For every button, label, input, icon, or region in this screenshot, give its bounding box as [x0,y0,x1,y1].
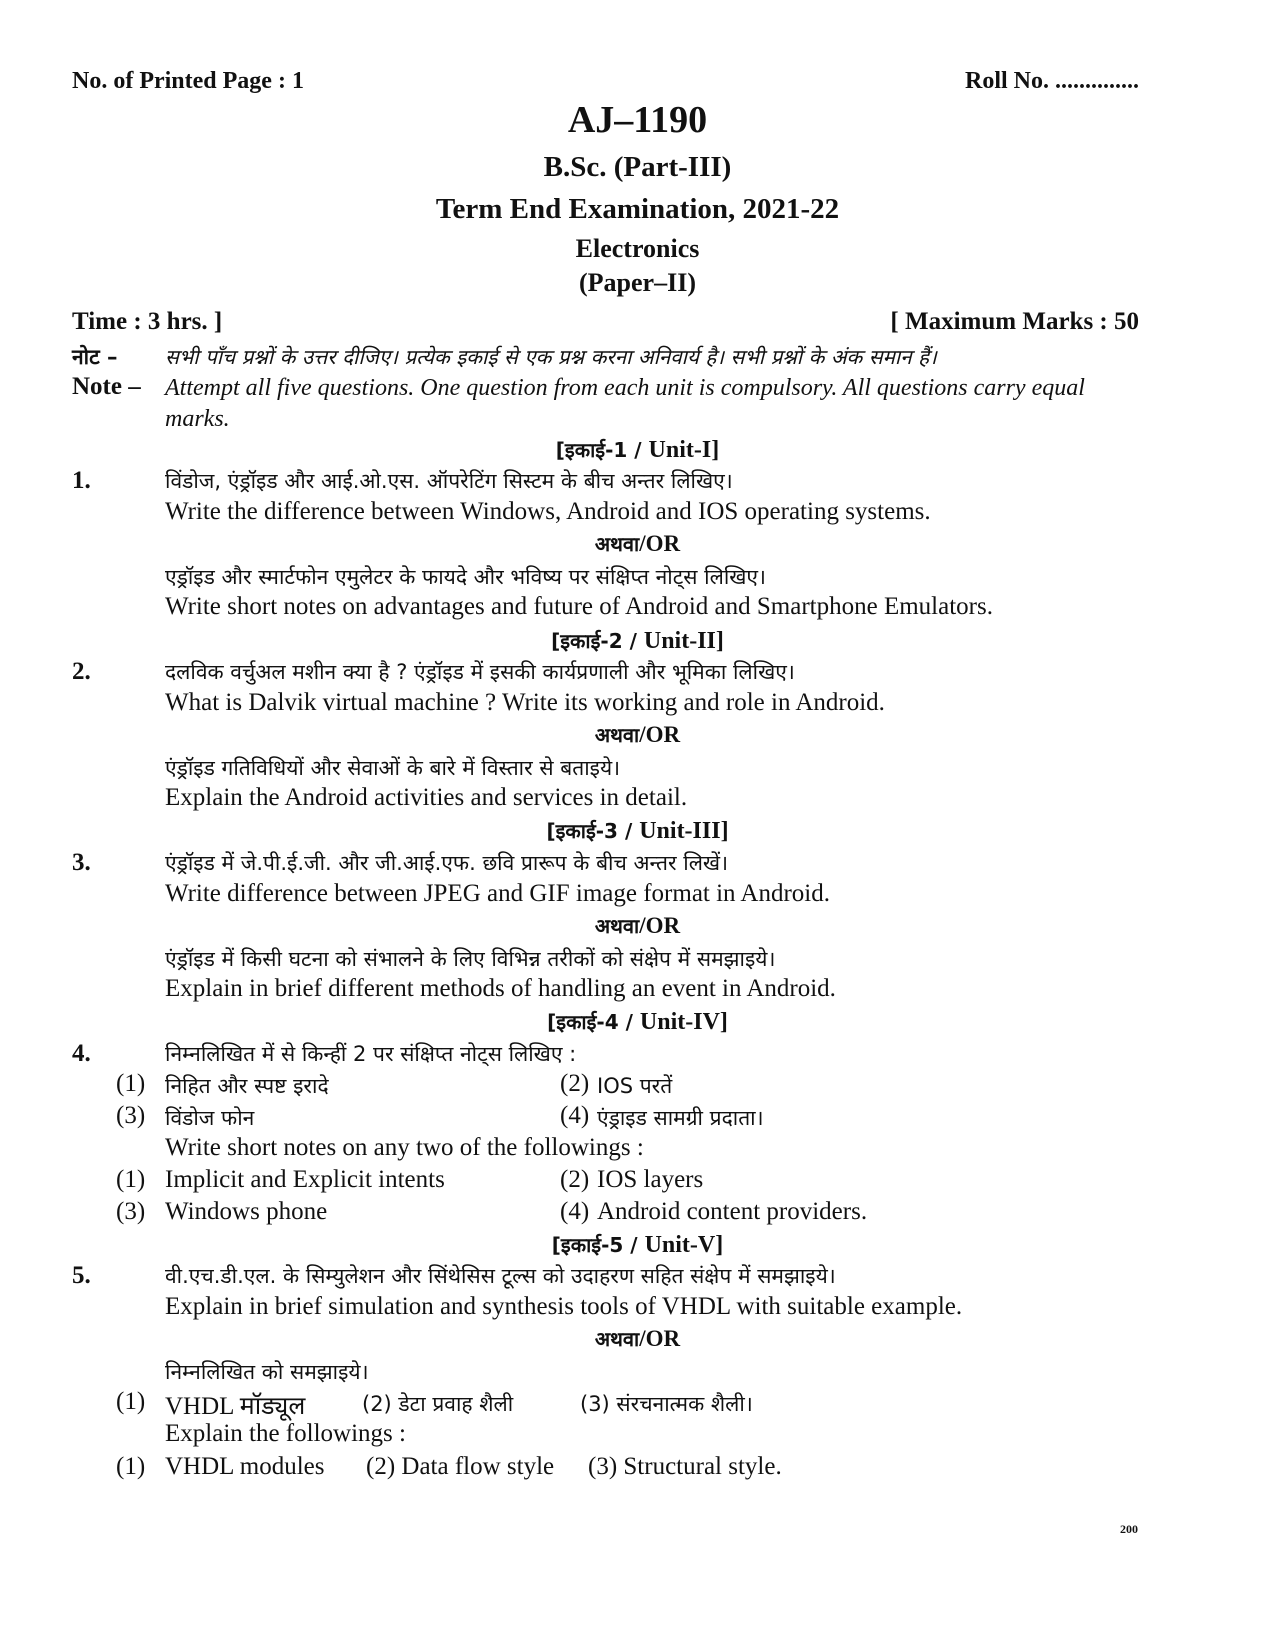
unit-heading-english: Unit-V] [644,1232,724,1258]
or-divider-2 [0,721,1275,748]
question-number-4: 4. [72,1040,91,1067]
list-item-text: VHDL modules [165,1453,325,1480]
list-item-number: (2) [560,1070,590,1097]
list-item-number: (1) [116,1166,146,1193]
list-item-number: (4) [560,1198,590,1225]
or-divider-1 [0,530,1275,557]
list-item-text: VHDL मॉड्यूल [165,1393,306,1420]
unit-heading-hindi: [इकाई-5 / [551,1233,645,1257]
note-hindi-text: सभी पाँच प्रश्नों के उत्तर दीजिए। प्रत्येक इकाई से एक प्रश्न करना अनिवार्य है। सभी प्रश्नों के अंक समान हैं। [165,345,937,369]
footer-code: 200 [1120,1522,1138,1536]
question-5-alt-english: Explain the followings : [165,1420,406,1447]
question-2-english: What is Dalvik virtual machine ? Write its working and role in Android. [165,689,885,716]
list-item-text: (2) डेटा प्रवाह शैली [362,1392,514,1416]
unit-heading-1 [0,436,1275,464]
list-item-number: (2) [560,1166,590,1193]
subject-title: Electronics [575,234,700,263]
or-english: /OR [639,531,681,556]
unit-heading-hindi: [इकाई-1 / [555,438,649,462]
or-divider-5 [0,1325,1275,1352]
unit-heading-hindi: [इकाई-2 / [551,629,644,653]
unit-heading-english: Unit-IV] [639,1009,728,1035]
question-1-english: Write the difference between Windows, Android and IOS operating systems. [165,498,931,525]
question-3-english: Write difference between JPEG and GIF image format in Android. [165,880,831,907]
paper-code: AJ–1190 [567,99,708,141]
question-5-hindi: वी.एच.डी.एल. के सिम्युलेशन और सिंथेसिस टूल्स को उदाहरण सहित संक्षेप में समझाइये। [165,1264,836,1288]
note-english-text: Attempt all five questions. One question from each unit is compulsory. All questions carry equal [165,375,1085,401]
question-number-1: 1. [72,467,91,494]
list-item-text: Android content providers. [597,1198,868,1225]
unit-heading-english: Unit-II] [643,628,724,654]
paper-number: (Paper–II) [579,268,696,297]
or-divider-3 [0,912,1275,939]
or-hindi: अथवा [594,914,640,938]
list-item-number: (1) [116,1070,146,1097]
or-hindi: अथवा [594,532,640,556]
time-label: Time : 3 hrs. ] [72,308,223,335]
question-number-3: 3. [72,849,91,876]
list-item-text: विंडोज फोन [165,1106,255,1130]
or-hindi: अथवा [594,723,640,747]
roll-no-label: Roll No. .............. [965,68,1139,94]
list-item-text: निहित और स्पष्ट इरादे [165,1074,329,1098]
note-english-label: Note – [72,373,141,400]
question-1-alt-english: Write short notes on advantages and future of Android and Smartphone Emulators. [165,593,993,620]
question-2-alt-hindi: एंड्रॉइड गतिविधियों और सेवाओं के बारे में विस्तार से बताइये। [165,756,621,780]
question-4-hindi: निम्नलिखित में से किन्हीं 2 पर संक्षिप्त नोट्स लिखिए : [165,1042,577,1066]
unit-heading-english: Unit-I] [648,437,720,463]
max-marks-label: [ Maximum Marks : 50 [890,308,1139,335]
note-hindi-label: नोट – [72,345,118,369]
question-3-alt-english: Explain in brief different methods of handling an event in Android. [165,975,836,1002]
unit-heading-4 [0,1008,1275,1036]
list-item-number: (3) [116,1198,146,1225]
question-2-alt-english: Explain the Android activities and services in detail. [165,784,688,811]
unit-heading-english: Unit-III] [639,818,729,844]
list-item-number: (3) [116,1102,146,1129]
question-5-english: Explain in brief simulation and synthesis tools of VHDL with suitable example. [165,1293,963,1320]
printed-pages-label: No. of Printed Page : 1 [72,68,304,94]
note-english-text-cont: marks. [165,406,230,432]
question-2-hindi: दलविक वर्चुअल मशीन क्या है ? एंड्रॉइड में इसकी कार्यप्रणाली और भूमिका लिखिए। [165,660,795,684]
list-item-number: (1) [116,1453,146,1480]
course-title: B.Sc. (Part-III) [543,151,732,183]
question-1-alt-hindi: एड्रॉइड और स्मार्टफोन एमुलेटर के फायदे और भविष्य पर संक्षिप्त नोट्स लिखिए। [165,565,767,589]
question-3-hindi: एंड्रॉइड में जे.पी.ई.जी. और जी.आई.एफ. छवि प्रारूप के बीच अन्तर लिखें। [165,851,729,875]
question-number-2: 2. [72,658,91,685]
list-item-text: Implicit and Explicit intents [165,1166,445,1193]
unit-heading-5 [0,1231,1275,1259]
list-item-number: (1) [116,1388,146,1415]
exam-title: Term End Examination, 2021-22 [435,193,840,225]
question-4-english: Write short notes on any two of the followings : [165,1134,644,1161]
list-item-text: IOS layers [597,1166,704,1193]
list-item-text: (3) संरचनात्मक शैली। [580,1392,753,1416]
list-item-text: एंड्राइड सामग्री प्रदाता। [597,1106,764,1130]
or-english: /OR [639,913,681,938]
list-item-text: Windows phone [165,1198,328,1225]
list-item-text: (2) Data flow style [366,1453,555,1480]
or-english: /OR [639,722,681,747]
unit-heading-3 [0,817,1275,845]
unit-heading-hindi: [इकाई-4 / [547,1010,640,1034]
or-hindi: अथवा [594,1327,640,1351]
or-english: /OR [639,1326,681,1351]
unit-heading-2 [0,627,1275,655]
question-5-alt-hindi: निम्नलिखित को समझाइये। [165,1360,369,1384]
question-3-alt-hindi: एंड्रॉइड में किसी घटना को संभालने के लिए विभिन्न तरीकों को संक्षेप में समझाइये। [165,947,776,971]
list-item-text: (3) Structural style. [588,1453,782,1480]
list-item-text: IOS परतें [597,1074,673,1098]
unit-heading-hindi: [इकाई-3 / [546,819,640,843]
list-item-number: (4) [560,1102,590,1129]
question-number-5: 5. [72,1262,91,1289]
question-1-hindi: विंडोज, एंड्रॉइड और आई.ओ.एस. ऑपरेटिंग सिस्टम के बीच अन्तर लिखिए। [165,469,733,493]
